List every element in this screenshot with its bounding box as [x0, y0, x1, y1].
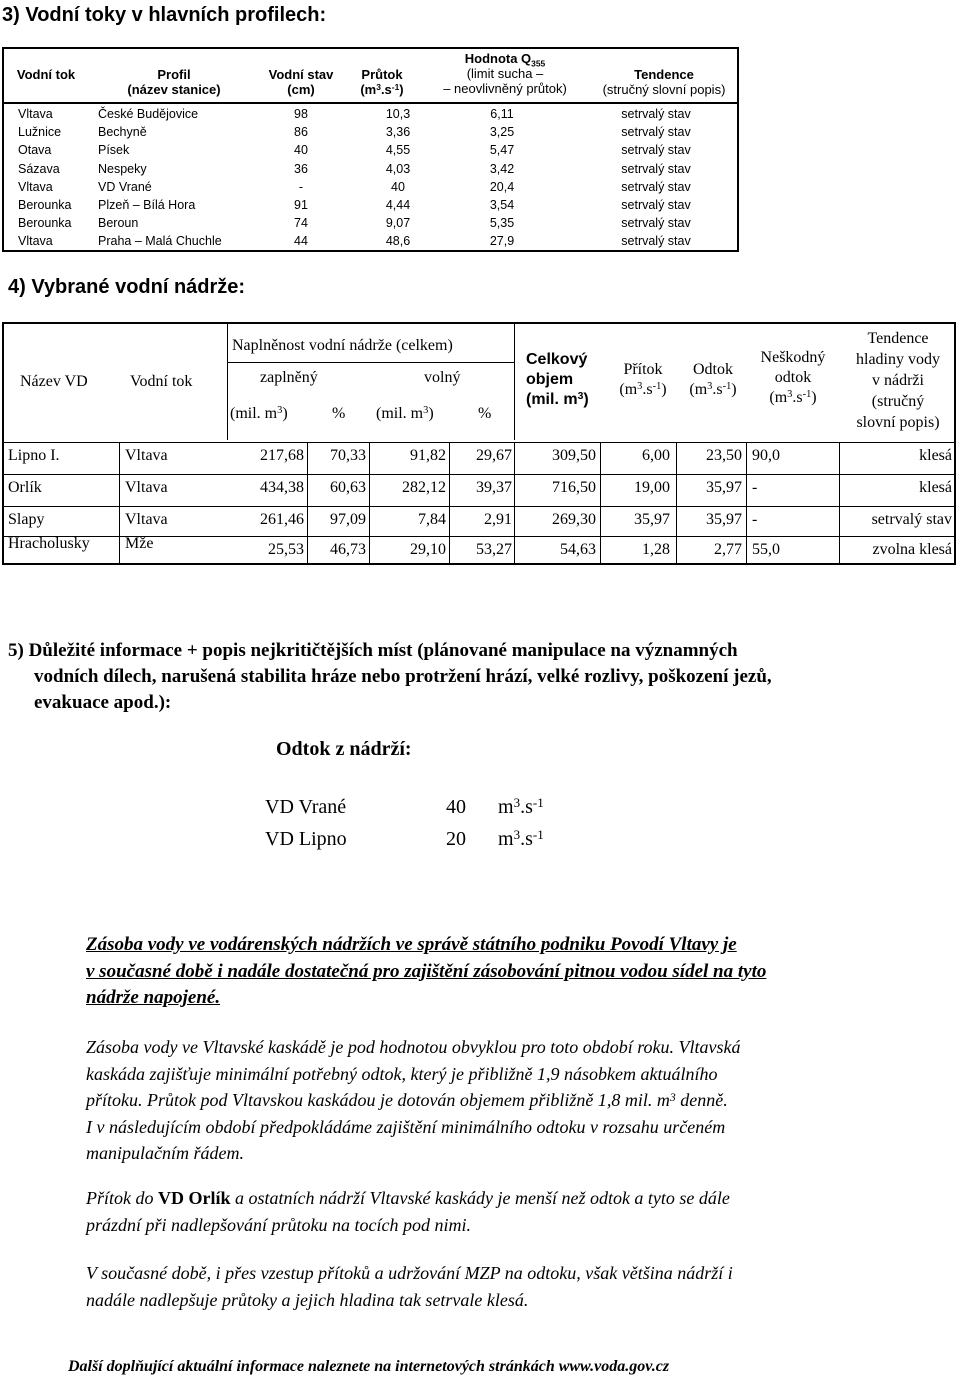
- table-row: [4, 196, 737, 214]
- cell-pritok: 6,00: [642, 447, 670, 464]
- cell-tok: Berounka: [18, 198, 72, 212]
- cell-profil: Nespeky: [98, 161, 147, 176]
- odtok-unit: $m^3.s^{-1}$: [498, 827, 544, 850]
- cell-volny: 29,10: [410, 541, 446, 558]
- cell-zapl: 261,46: [260, 511, 304, 528]
- table-row: [4, 123, 737, 141]
- cell-q355: 3,42: [489, 161, 515, 176]
- cell-tok: Berounka: [18, 216, 72, 231]
- cell-stav: 91: [294, 198, 308, 212]
- cell-profil: Beroun: [98, 216, 139, 231]
- cell-stav: 98: [294, 107, 308, 121]
- cell-zapl: 25,53: [268, 541, 304, 558]
- cell-zapl: 434,38: [260, 479, 304, 496]
- cell-prutok: 48,6: [385, 234, 411, 249]
- col-volny-pct: %: [478, 405, 492, 422]
- cell-q355: 6,11: [490, 107, 514, 121]
- cell-tok: Vltava: [125, 447, 168, 464]
- cell-celkovy: 716,50: [552, 479, 596, 496]
- cell-profil: České Budějovice: [98, 107, 199, 121]
- cell-tendence: setrvalý stav: [621, 161, 691, 176]
- cell-odtok: 35,97: [706, 511, 742, 528]
- odtok-title: Odtok z nádrží:: [276, 738, 412, 760]
- cell-prutok: 4,55: [385, 143, 411, 158]
- cell-stav: -: [298, 179, 304, 194]
- cell-celkovy: 309,50: [552, 447, 596, 464]
- col-zaplneny: zaplněný: [260, 369, 318, 386]
- cell-volny: 282,12: [402, 479, 446, 496]
- col-tendence: Tendence (stručný slovní popis): [602, 67, 726, 97]
- para-vltavska-kaskada: Zásoba vody ve Vltavské kaskádě je pod hodnotou obvyklou pro toto období roku. Vltavská kaskáda zajišťuje minimální potřebný odtok, který je přibližně 1,9 násobkem aktuálního přítoku. Průtok pod Vltavskou kaskádou je dotován objemem přibližně 1,8 mil. $m^3$ denně. I v následujícím období předpokládáme zajištění minimálního odtoku v rozsahu určeném manipulačním řádem.: [86, 1037, 741, 1163]
- cell-prutok: 3,36: [385, 125, 411, 140]
- table-row: [4, 178, 737, 196]
- col-volny-unit: (mil. $m^3$): [376, 405, 434, 422]
- cell-prutok: 4,03: [385, 161, 411, 176]
- cell-tendence: setrvalý stav: [621, 198, 691, 212]
- cell-pritok: 35,97: [634, 511, 670, 528]
- cell-tendence: klesá: [919, 447, 952, 464]
- odtok-name: VD Vrané: [265, 796, 347, 818]
- cell-q355: 5,35: [489, 216, 515, 231]
- col-hodnota-q355: Hodnota $Q_{355}$ (limit sucha – – neovlivněný průtok): [443, 51, 567, 96]
- cell-profil: Písek: [98, 143, 130, 158]
- col-neskodny-odtok: Neškodný odtok $(m^3.s^{-1})$: [760, 349, 826, 406]
- table-row: [4, 214, 737, 232]
- cell-neskodny: -: [752, 511, 758, 528]
- odtok-name: VD Lipno: [265, 828, 347, 850]
- cell-stav: 40: [294, 143, 308, 158]
- cell-stav: 36: [294, 161, 308, 176]
- cell-nazev: Hracholusky: [8, 535, 90, 552]
- footer-note: Další doplňující aktuální informace naleznete na internetových stránkách www.voda.gov.cz: [68, 1358, 670, 1375]
- odtok-value: 20: [446, 828, 466, 850]
- cell-tendence: zvolna klesá: [872, 541, 952, 558]
- cell-q355: 5,47: [489, 143, 515, 158]
- odtok-value: 40: [446, 796, 466, 818]
- col-profil: Profil (název stanice): [127, 67, 221, 97]
- cell-prutok: 9,07: [385, 216, 411, 231]
- col-vodni-tok: Vodní tok: [16, 67, 76, 82]
- rivers-table-header: [4, 49, 737, 104]
- cell-pritok: 1,28: [642, 541, 670, 558]
- cell-volny_pct: 2,91: [484, 511, 512, 528]
- cell-prutok: 40: [391, 179, 405, 194]
- cell-q355: 20,4: [489, 179, 515, 194]
- col-nazev-vd: Název VD: [20, 373, 88, 390]
- cell-profil: Praha – Malá Chuchle: [98, 234, 222, 249]
- para-pritok-orlik: Přítok do VD Orlík a ostatních nádrží Vltavské kaskády je menší než odtok a tyto se dále prázdní při nadlepšování průtoku na tocích pod nimi.: [86, 1188, 730, 1235]
- col-zaplneny-unit: (mil. $m^3$): [230, 405, 288, 422]
- cell-odtok: 2,77: [714, 541, 742, 558]
- cell-volny_pct: 29,67: [476, 447, 512, 464]
- col-celkovy: Celkový objem (mil. $m^3$): [526, 351, 589, 408]
- cell-stav: 44: [294, 234, 308, 249]
- cell-zapl_pct: 46,73: [330, 541, 366, 558]
- cell-nazev: Orlík: [8, 479, 42, 496]
- rivers-table: [2, 47, 739, 252]
- cell-odtok: 23,50: [706, 447, 742, 464]
- cell-tok: Vltava: [18, 179, 53, 194]
- cell-zapl: 217,68: [260, 447, 304, 464]
- cell-nazev: Slapy: [8, 511, 45, 528]
- section3-title: 3) Vodní toky v hlavních profilech:: [2, 4, 327, 26]
- cell-zapl_pct: 70,33: [330, 447, 366, 464]
- cell-prutok: 4,44: [385, 198, 411, 212]
- cell-tendence: setrvalý stav: [621, 179, 691, 194]
- col-vodni-stav: Vodní stav (cm): [268, 67, 334, 97]
- cell-q355: 3,54: [489, 198, 515, 212]
- reservoirs-table: [2, 322, 956, 565]
- cell-profil: Bechyně: [98, 125, 147, 140]
- col-naplnenost: Naplněnost vodní nádrže (celkem): [232, 337, 453, 354]
- cell-celkovy: 269,30: [552, 511, 596, 528]
- cell-tendence: setrvalý stav: [621, 143, 691, 158]
- para-zasoba-vodarenska: Zásoba vody ve vodárenských nádržích ve správě státního podniku Povodí Vltavy je v současné době i nadále dostatečná pro zajištění zásobování pitnou vodou sídel na tyto nádrže napojené.: [86, 934, 767, 1008]
- cell-volny_pct: 53,27: [476, 541, 512, 558]
- table-row: [4, 105, 737, 123]
- cell-odtok: 35,97: [706, 479, 742, 496]
- col-vodni-tok: Vodní tok: [130, 373, 193, 390]
- cell-tendence: setrvalý stav: [621, 107, 691, 121]
- table-row: [4, 232, 737, 250]
- cell-zapl_pct: 60,63: [330, 479, 366, 496]
- cell-profil: Plzeň – Bílá Hora: [98, 198, 196, 212]
- cell-tok: Vltava: [125, 479, 168, 496]
- cell-volny_pct: 39,37: [476, 479, 512, 496]
- cell-celkovy: 54,63: [560, 541, 596, 558]
- col-volny: volný: [424, 369, 461, 386]
- cell-tendence: setrvalý stav: [621, 125, 691, 140]
- cell-tok: Sázava: [18, 161, 60, 176]
- cell-q355: 3,25: [489, 125, 515, 140]
- cell-stav: 86: [294, 125, 308, 140]
- cell-tendence: klesá: [919, 479, 952, 496]
- col-zaplneny-pct: %: [332, 405, 346, 422]
- section5-title: 5) Důležité informace + popis nejkritičtějších míst (plánované manipulace na významných vodních dílech, narušená stabilita hráze nebo protržení hrází, velké rozlivy, poškození jezů, evakuace apod.):: [8, 640, 772, 713]
- table-row: [4, 160, 737, 178]
- cell-tendence: setrvalý stav: [871, 511, 952, 528]
- odtok-unit: $m^3.s^{-1}$: [498, 795, 544, 818]
- cell-neskodny: 90,0: [752, 447, 780, 464]
- cell-volny: 7,84: [418, 511, 446, 528]
- cell-tendence: setrvalý stav: [621, 234, 691, 249]
- cell-neskodny: -: [752, 479, 758, 496]
- cell-stav: 74: [294, 216, 308, 231]
- cell-neskodny: 55,0: [752, 541, 780, 558]
- cell-tok: Vltava: [125, 511, 168, 528]
- cell-tok: Mže: [125, 535, 154, 552]
- cell-prutok: 10,3: [385, 107, 411, 121]
- para-soucasna-doba: V současné době, i přes vzestup přítoků a udržování MZP na odtoku, však většina nádrží i nadále nadlepšuje průtoky a jejich hladina tak setrvale klesá.: [86, 1263, 733, 1310]
- cell-nazev: Lipno I.: [8, 447, 60, 464]
- cell-q355: 27,9: [489, 234, 515, 249]
- table-row: [4, 141, 737, 159]
- col-tendence: Tendence hladiny vody v nádrži (stručný slovní popis): [856, 330, 940, 431]
- cell-zapl_pct: 97,09: [330, 511, 366, 528]
- section4-title: 4) Vybrané vodní nádrže:: [8, 276, 246, 298]
- col-pritok: Přítok $(m^3.s^{-1})$: [619, 361, 667, 398]
- cell-volny: 91,82: [410, 447, 446, 464]
- cell-tok: Lužnice: [18, 125, 62, 140]
- col-prutok: Průtok $(m^3.s^{-1})$: [360, 67, 404, 97]
- cell-tendence: setrvalý stav: [621, 216, 691, 231]
- cell-tok: Vltava: [18, 234, 53, 249]
- cell-tok: Vltava: [18, 107, 53, 121]
- cell-pritok: 19,00: [634, 479, 670, 496]
- cell-tok: Otava: [18, 143, 52, 158]
- cell-profil: VD Vrané: [98, 179, 152, 194]
- col-odtok: Odtok $(m^3.s^{-1})$: [689, 361, 737, 398]
